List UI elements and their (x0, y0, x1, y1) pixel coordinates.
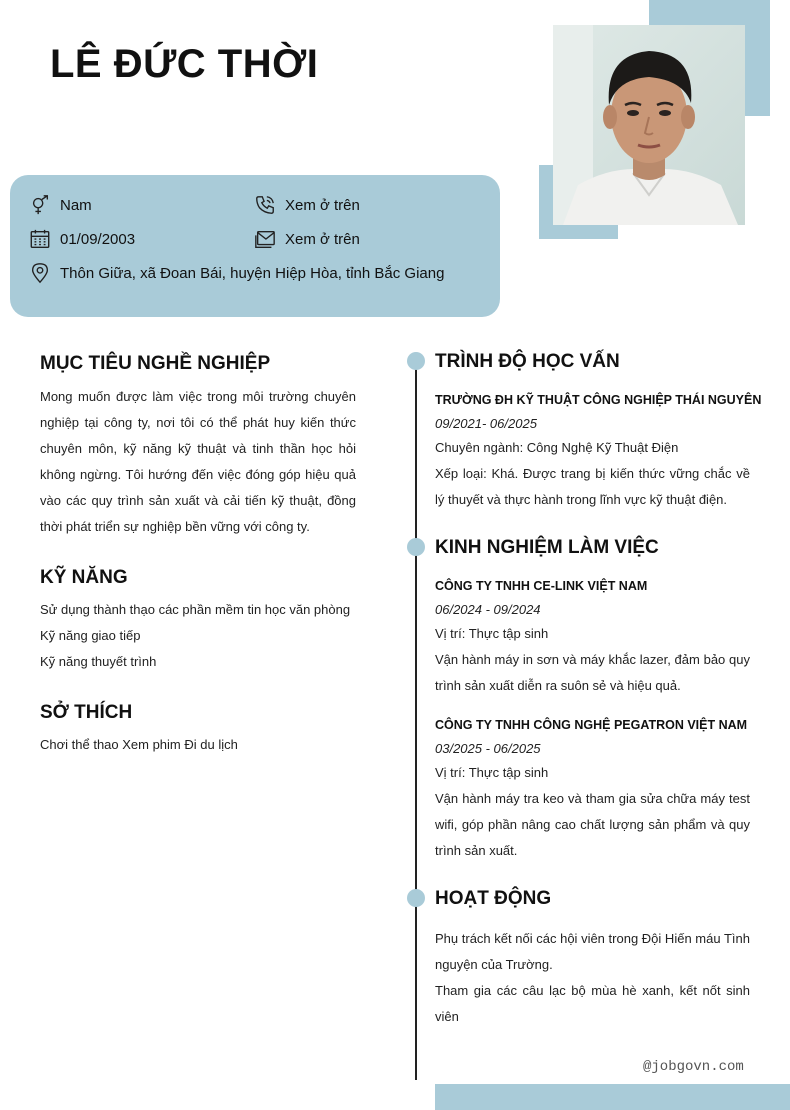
objective-title: MỤC TIÊU NGHỀ NGHIỆP (40, 353, 271, 374)
footer-bar (435, 1084, 790, 1110)
job-company: CÔNG TY TNHH CÔNG NGHỆ PEGATRON VIỆT NAM (435, 718, 748, 732)
address-text: Thôn Giữa, xã Đoan Bái, huyện Hiệp Hòa, tỉnh Bắc Giang (60, 264, 445, 282)
education-date: 09/2021- 06/2025 (435, 416, 537, 431)
skill-item: Sử dụng thành thạo các phần mềm tin học văn phòng (40, 602, 351, 617)
job-date: 06/2024 - 09/2024 (435, 602, 541, 617)
experience-title: KINH NGHIỆM LÀM VIỆC (435, 537, 659, 558)
school-name: TRƯỜNG ĐH KỸ THUẬT CÔNG NGHIỆP THÁI NGUYÊN (435, 393, 762, 407)
job-description: Vận hành máy in sơn và máy khắc lazer, đảm bảo quy trình sản xuất diễn ra suôn sẻ và hiệu quả. (435, 652, 750, 693)
skill-item: Kỹ năng giao tiếp (40, 628, 141, 643)
education-title: TRÌNH ĐỘ HỌC VẤN (435, 351, 620, 372)
job-company: CÔNG TY TNHH CE-LINK VIỆT NAM (435, 579, 648, 593)
timeline-dot-education (407, 352, 425, 370)
timeline-dot-activities (407, 889, 425, 907)
hobbies-title: SỞ THÍCH (40, 702, 133, 723)
candidate-name: LÊ ĐỨC THỜI (50, 42, 319, 86)
job-position: Vị trí: Thực tập sinh (435, 765, 549, 780)
email-icon (254, 228, 276, 250)
contact-phone (254, 194, 360, 216)
skills-title: KỸ NĂNG (40, 567, 128, 588)
contact-gender (29, 194, 92, 216)
gender-icon (29, 194, 51, 216)
timeline-line (415, 360, 417, 1080)
objective-text: Mong muốn được làm việc trong môi trường chuyên nghiệp tại công ty, nơi tôi có thể phát huy kiến thức chuyên môn, kỹ năng kỹ thuật và tinh thần học hỏi không ngừng. Tôi hướng đến việc đóng góp hiệu quả vào các quy trình sản xuất và cải tiến kỹ thuật, đồng thời phát triển sự nghiệp bền vững với công ty. (40, 389, 356, 534)
dob-text: 01/09/2003 (60, 230, 136, 248)
timeline-dot-experience (407, 538, 425, 556)
calendar-icon (29, 228, 51, 250)
education-grade: Xếp loại: Khá. Được trang bị kiến thức vững chắc về lý thuyết và thực hành trong lĩnh vực kỹ thuật điện. (435, 466, 750, 507)
education-major: Chuyên ngành: Công Nghệ Kỹ Thuật Điện (435, 440, 679, 455)
contact-info-box (10, 175, 500, 317)
job-description: Vận hành máy tra keo và tham gia sửa chữa máy test wifi, góp phần nâng cao chất lượng sản phẩm và quy trình sản xuất. (435, 791, 750, 858)
skill-item: Kỹ năng thuyết trình (40, 654, 157, 669)
contact-address (29, 262, 444, 284)
profile-photo (553, 25, 745, 225)
hobbies-text: Chơi thể thao Xem phim Đi du lịch (40, 737, 238, 752)
activities-title: HOẠT ĐỘNG (435, 888, 552, 909)
job-date: 03/2025 - 06/2025 (435, 741, 541, 756)
activity-item: Tham gia các câu lạc bộ mùa hè xanh, kết nốt sinh viên (435, 983, 750, 1024)
contact-dob (29, 228, 135, 250)
job-position: Vị trí: Thực tập sinh (435, 626, 549, 641)
gender-text: Nam (60, 196, 92, 214)
activity-item: Phụ trách kết nối các hội viên trong Đội Hiến máu Tình nguyện của Trường. (435, 931, 750, 972)
email-text[interactable]: Xem ở trên (285, 230, 360, 248)
phone-icon (254, 194, 276, 216)
watermark-text: @jobgovn.com (643, 1059, 744, 1075)
location-icon (29, 262, 51, 284)
contact-email (254, 228, 360, 250)
phone-text[interactable]: Xem ở trên (285, 196, 360, 214)
